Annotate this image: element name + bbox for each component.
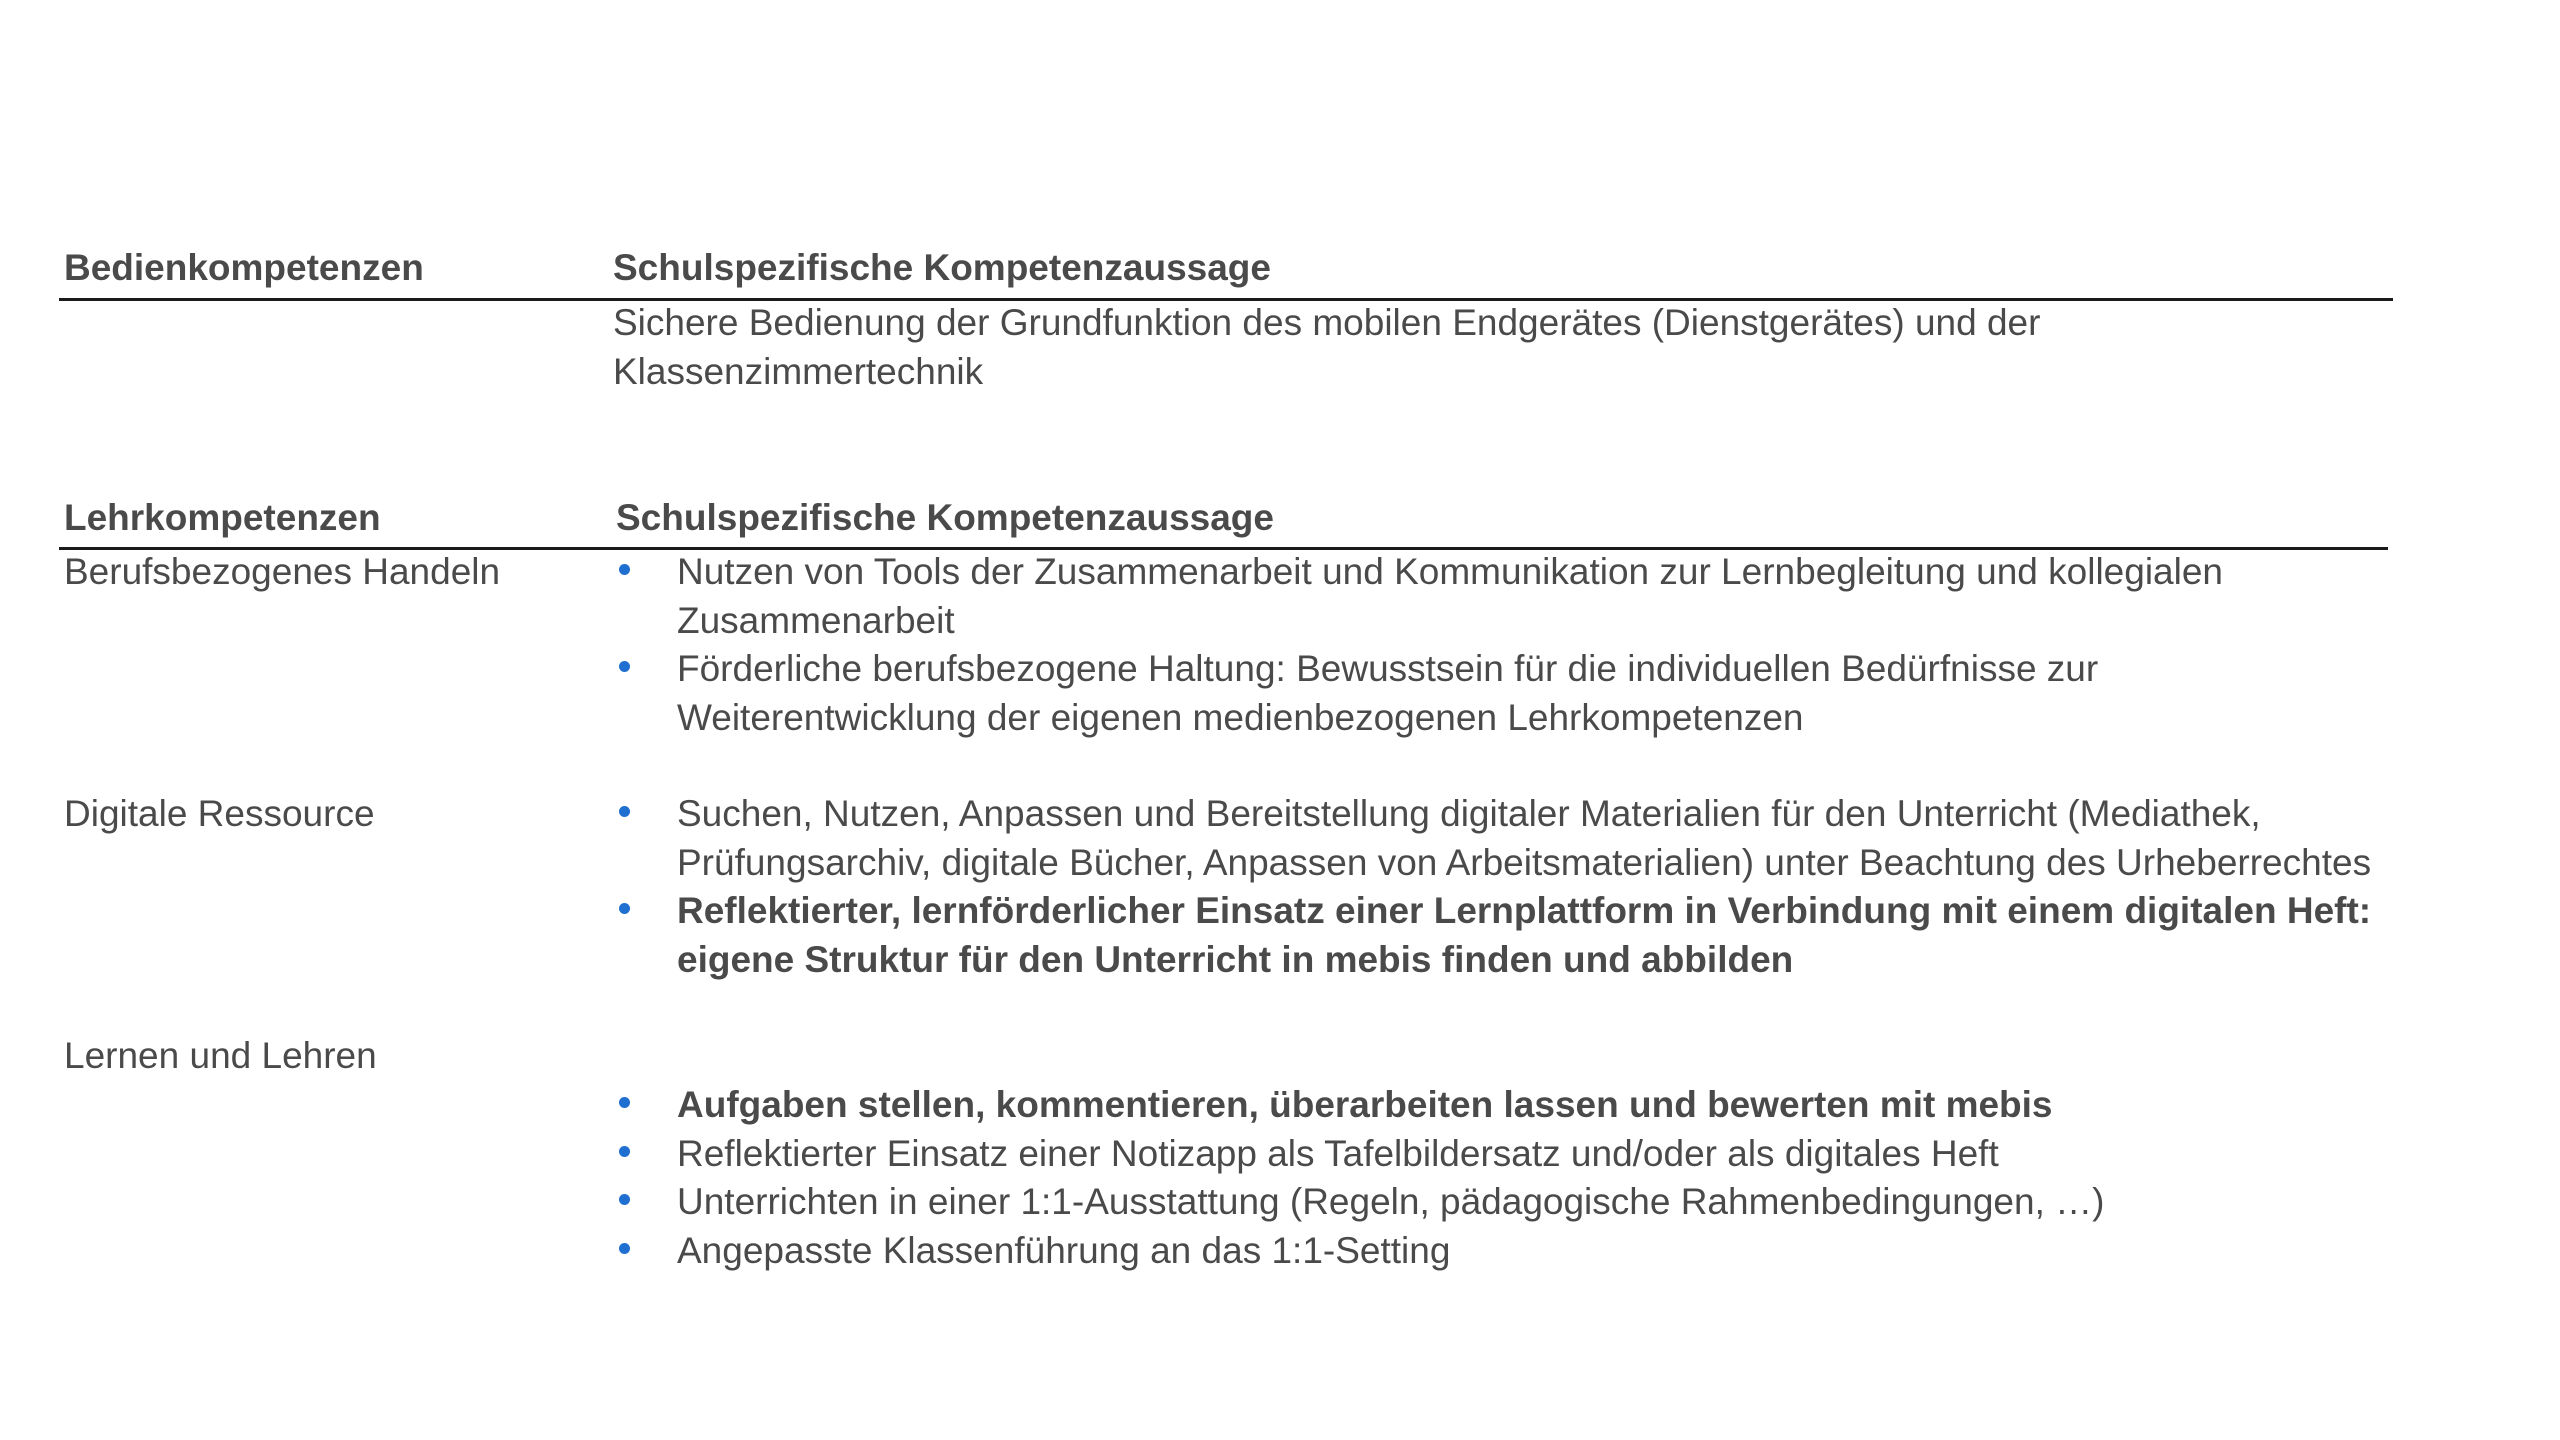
- list-lernen-und-lehren: [616, 1081, 2396, 1275]
- bedien-right-header: Schulspezifische Kompetenzaussage: [613, 247, 1271, 288]
- bullet-icon: [619, 1194, 630, 1205]
- list-item: Nutzen von Tools der Zusammenarbeit und Kommunikation zur Lernbegleitung und kollegialen Zusammenarbeit: [616, 548, 2396, 645]
- bedien-statement: Sichere Bedienung der Grundfunktion des mobilen Endgerätes (Dienstgerätes) und der Klassenzimmertechnik: [613, 302, 2041, 392]
- list-berufsbezogenes-handeln: [616, 548, 2396, 742]
- list-item: Reflektierter, lernförderlicher Einsatz einer Lernplattform in Verbindung mit einem digitalen Heft: eigene Struktur für den Unterricht in mebis finden und abbilden: [616, 887, 2376, 984]
- list-item: Suchen, Nutzen, Anpassen und Bereitstellung digitaler Materialien für den Unterricht (Mediathek, Prüfungsarchiv, digitale Bücher, Anpassen von Arbeitsmaterialien) unter Beachtung des Urheberrechtes: [616, 790, 2376, 887]
- row-label-lernen-und-lehren: Lernen und Lehren: [64, 1035, 377, 1076]
- bullet-icon: [619, 903, 630, 914]
- lehr-right-header: Schulspezifische Kompetenzaussage: [616, 497, 1274, 538]
- list-item: Unterrichten in einer 1:1-Ausstattung (Regeln, pädagogische Rahmenbedingungen, …): [616, 1178, 2396, 1227]
- bullet-icon: [619, 1097, 630, 1108]
- list-digitale-ressource: [616, 790, 2376, 984]
- list-item: Reflektierter Einsatz einer Notizapp als Tafelbildersatz und/oder als digitales Heft: [616, 1130, 2396, 1179]
- list-item: Angepasste Klassenführung an das 1:1-Setting: [616, 1227, 2396, 1276]
- row-label-berufsbezogenes-handeln: Berufsbezogenes Handeln: [64, 551, 501, 592]
- list-item: Förderliche berufsbezogene Haltung: Bewusstsein für die individuellen Bedürfnisse zur Weiterentwicklung der eigenen medienbezogenen Lehrkompetenzen: [616, 645, 2396, 742]
- bullet-icon: [619, 661, 630, 672]
- lehr-left-header: Lehrkompetenzen: [64, 497, 381, 538]
- bullet-icon: [619, 1243, 630, 1254]
- list-item: Aufgaben stellen, kommentieren, überarbeiten lassen und bewerten mit mebis: [616, 1081, 2396, 1130]
- bullet-icon: [619, 1146, 630, 1157]
- bedien-left-header: Bedienkompetenzen: [64, 247, 424, 288]
- row-label-digitale-ressource: Digitale Ressource: [64, 793, 375, 834]
- bullet-icon: [619, 564, 630, 575]
- bullet-icon: [619, 806, 630, 817]
